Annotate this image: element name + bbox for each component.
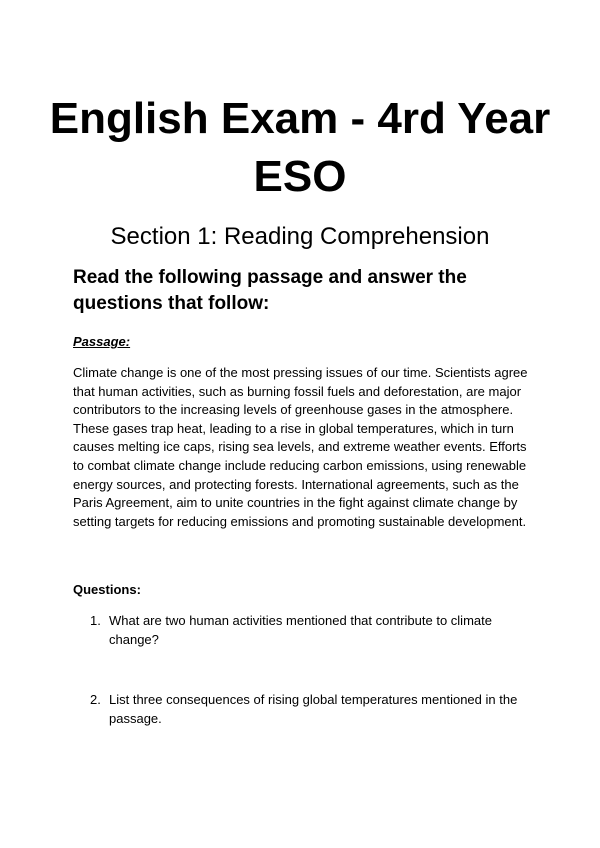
- section-heading: Section 1: Reading Comprehension: [110, 223, 490, 250]
- question-item: [90, 611, 535, 649]
- question-number: 1.: [90, 613, 101, 628]
- exam-title: English Exam - 4rd Year ESO: [49, 94, 551, 201]
- question-text: What are two human activities mentioned that contribute to climate change?: [109, 613, 492, 647]
- question-text: List three consequences of rising global temperatures mentioned in the passage.: [109, 692, 518, 726]
- question-number: 2.: [90, 692, 101, 707]
- question-item: [90, 690, 535, 728]
- questions-label: Questions:: [73, 582, 141, 597]
- passage-text: Climate change is one of the most pressing issues of our time. Scientists agree that human activities, such as burning fossil fuels and deforestation, are major contributors to the increasing levels of greenhouse gases in the atmosphere. These gases trap heat, leading to a rise in global temperatures, which in turn causes melting ice caps, rising sea levels, and extreme weather events. Efforts to combat climate change include reducing carbon emissions, using renewable energy sources, and protecting forests. International agreements, such as the Paris Agreement, aim to unite countries in the fight against climate change by setting targets for reducing emissions and promoting sustainable development.: [73, 365, 528, 529]
- passage-label: Passage:: [73, 334, 131, 349]
- instruction-text: Read the following passage and answer the questions that follow:: [73, 267, 467, 314]
